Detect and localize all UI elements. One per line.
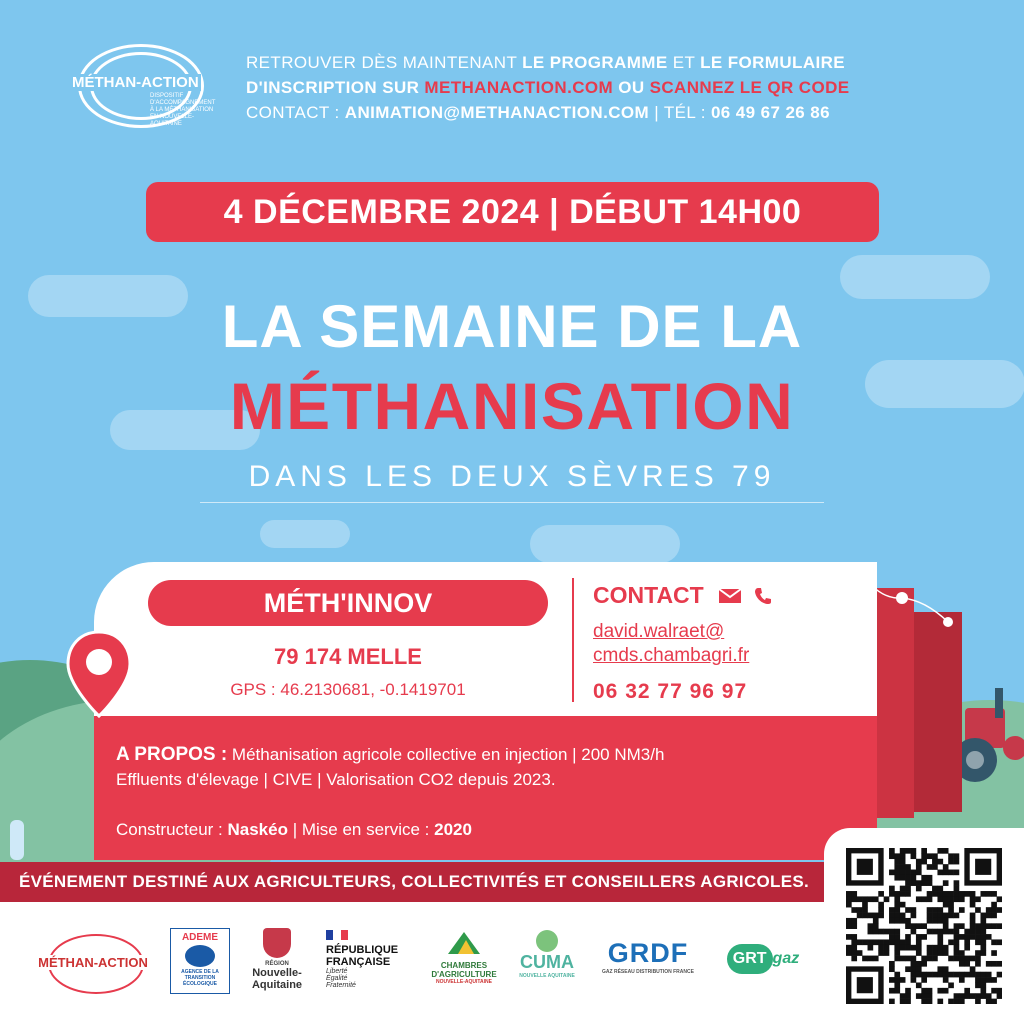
region-crest-icon [263, 928, 291, 958]
site-email[interactable] [593, 620, 749, 668]
header-form: LE FORMULAIRE [700, 53, 846, 72]
partner-label: D'AGRICULTURE [431, 970, 497, 979]
partner-grdf [600, 938, 696, 975]
partner-label: GRDF [607, 938, 689, 968]
partner-region [248, 928, 306, 991]
email-line-2[interactable]: cmds.chambagri.fr [593, 645, 750, 666]
website-link[interactable]: METHANACTION.COM [424, 78, 614, 97]
contact-heading-text: CONTACT [593, 582, 704, 608]
partner-label: FRANÇAISE [326, 956, 391, 968]
cuma-circle-icon [536, 930, 558, 952]
partner-label: MÉTHAN-ACTION [38, 955, 148, 970]
site-builder [116, 820, 472, 840]
partner-label: CHAMBRES [440, 961, 488, 970]
partner-sub: NOUVELLE-AQUITAINE [435, 979, 493, 985]
audience-banner: ÉVÉNEMENT DESTINÉ AUX AGRICULTEURS, COLLECTIVITÉS ET CONSEILLERS AGRICOLES. [0, 862, 828, 902]
service-year: 2020 [434, 820, 472, 839]
partner-cuma [514, 930, 580, 979]
partner-sub: RÉGION [265, 961, 289, 967]
about-line-1 [116, 742, 836, 767]
header-info [246, 50, 952, 125]
methan-action-logo [70, 74, 220, 91]
partner-label: Nouvelle-Aquitaine [251, 967, 303, 991]
contact-phone[interactable]: 06 49 67 26 86 [710, 103, 830, 122]
email-line-1[interactable]: david.walraet@ [593, 621, 725, 642]
contact-email-link[interactable]: ANIMATION@METHANACTION.COM [344, 103, 650, 122]
subtitle-divider [200, 502, 824, 503]
cloud [530, 525, 680, 563]
event-title-line-1: LA SEMAINE DE LA [221, 293, 803, 360]
header-text: RETROUVER DÈS MAINTENANT [246, 53, 523, 72]
chambres-logo-icon [444, 930, 484, 956]
event-title-line-2: MÉTHANISATION [229, 369, 795, 443]
builder-label: Constructeur : [116, 820, 228, 839]
site-gps: GPS : 46.2130681, -0.1419701 [230, 680, 466, 699]
partner-methan-action [28, 940, 158, 970]
builder-name: Naskéo [227, 820, 288, 839]
about-text: Méthanisation agricole collective en injection | 200 NM3/h [227, 745, 665, 764]
tractor-icon [955, 678, 1024, 798]
partner-motto: Égalité [326, 975, 348, 982]
site-city: 79 174 MELLE [274, 644, 422, 669]
partner-grtgaz [716, 944, 810, 974]
header-text: D'INSCRIPTION SUR [246, 78, 425, 97]
header-text: CONTACT : [246, 103, 345, 122]
partner-motto: Liberté [326, 968, 348, 975]
card-divider [572, 578, 574, 702]
header-text: OU [613, 78, 650, 97]
service-label: | Mise en service : [287, 820, 435, 839]
logo-tagline: DISPOSITIF D'ACCOMPAGNEMENT À LA MÉTHANISATION EN NOUVELLE-AQUITAINE [150, 93, 216, 127]
qr-code-icon[interactable] [846, 848, 1002, 1004]
logo-name: MÉTHAN-ACTION [72, 74, 199, 91]
cloud [260, 520, 350, 548]
site-name: MÉTH'INNOV [148, 580, 548, 626]
header-text: | TÉL : [649, 103, 711, 122]
partner-motto: Fraternité [326, 982, 356, 989]
contact-heading [593, 582, 773, 609]
grtgaz-bubble: GRT [727, 944, 773, 974]
header-line-2 [246, 75, 952, 100]
partner-ademe [170, 928, 230, 994]
site-phone[interactable]: 06 32 77 96 97 [593, 680, 748, 703]
partner-republique [326, 930, 416, 989]
partner-label: gaz [772, 950, 800, 967]
partner-label: RÉPUBLIQUE [326, 944, 399, 956]
header-line-1 [246, 50, 952, 75]
date-badge: 4 DÉCEMBRE 2024 | DÉBUT 14H00 [146, 182, 879, 242]
event-subtitle: DANS LES DEUX SÈVRES 79 [248, 460, 776, 493]
partner-sub: NOUVELLE AQUITAINE [519, 973, 575, 979]
ademe-globe [185, 945, 215, 967]
site-about [116, 742, 836, 792]
partner-label: CUMA [520, 952, 574, 972]
partner-sub: AGENCE DE LA TRANSITION ÉCOLOGIQUE [181, 969, 219, 987]
mail-icon [718, 587, 742, 605]
about-text: Effluents d'élevage | CIVE | Valorisation CO2 depuis 2023. [116, 770, 556, 789]
partner-sub: GAZ RÉSEAU DISTRIBUTION FRANCE [602, 969, 694, 975]
header-text: ET [667, 53, 701, 72]
phone-icon [753, 586, 773, 606]
about-label: A PROPOS : [116, 744, 228, 765]
header-program: LE PROGRAMME [522, 53, 668, 72]
header-line-3 [246, 100, 952, 125]
partner-label: ADEME [181, 932, 219, 943]
flag-icon [326, 930, 348, 940]
partner-chambres [424, 930, 504, 985]
qr-instruction: SCANNEZ LE QR CODE [649, 78, 850, 97]
location-pin-icon [64, 628, 134, 720]
